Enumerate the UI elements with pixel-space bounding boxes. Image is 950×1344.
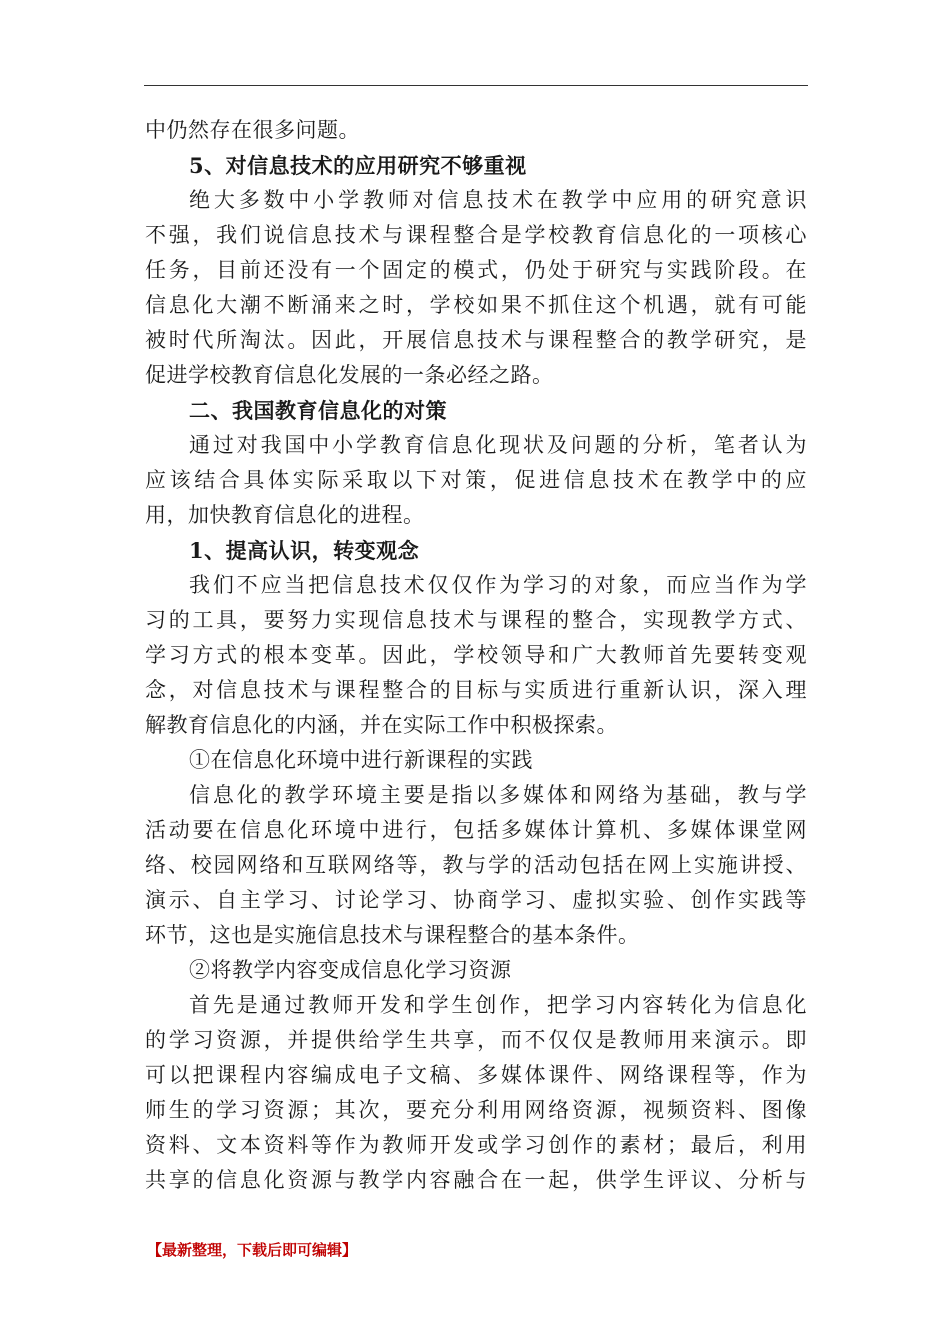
- text-line: 念，对信息技术与课程整合的目标与实质进行重新认识，深入理: [145, 678, 807, 702]
- section-heading: 二、我国教育信息化的对策: [189, 398, 447, 423]
- text-line: 我们不应当把信息技术仅仅作为学习的对象，而应当作为学: [189, 573, 807, 597]
- subsection-heading: ①在信息化环境中进行新课程的实践: [189, 748, 533, 772]
- text-line: 应该结合具体实际采取以下对策，促进信息技术在教学中的应: [145, 468, 807, 492]
- subsection-heading: ②将教学内容变成信息化学习资源: [189, 958, 512, 982]
- header-rule: [144, 85, 808, 86]
- section-heading: 1、提高认识，转变观念: [189, 538, 420, 563]
- section-heading: 5、对信息技术的应用研究不够重视: [189, 153, 527, 178]
- text-line: 共享的信息化资源与教学内容融合在一起，供学生评议、分析与: [145, 1168, 807, 1192]
- text-line: 信息化大潮不断涌来之时，学校如果不抓住这个机遇，就有可能: [145, 293, 807, 317]
- text-line: 首先是通过教师开发和学生创作，把学习内容转化为信息化: [189, 993, 807, 1017]
- footer-note: 【最新整理，下载后即可编辑】: [147, 1241, 358, 1259]
- text-line: 任务，目前还没有一个固定的模式，仍处于研究与实践阶段。在: [145, 258, 807, 282]
- text-line: 资料、文本资料等作为教师开发或学习创作的素材；最后，利用: [145, 1133, 807, 1157]
- text-line: 学习方式的根本变革。因此，学校领导和广大教师首先要转变观: [145, 643, 807, 667]
- text-line: 可以把课程内容编成电子文稿、多媒体课件、网络课程等，作为: [145, 1063, 807, 1087]
- text-line: 促进学校教育信息化发展的一条必经之路。: [145, 363, 554, 387]
- text-line: 用，加快教育信息化的进程。: [145, 503, 425, 527]
- text-line: 不强，我们说信息技术与课程整合是学校教育信息化的一项核心: [145, 223, 807, 247]
- text-line: 活动要在信息化环境中进行，包括多媒体计算机、多媒体课堂网: [145, 818, 807, 842]
- document-body: [145, 113, 807, 1198]
- text-line: 习的工具，要努力实现信息技术与课程的整合，实现教学方式、: [145, 608, 807, 632]
- text-line: 绝大多数中小学教师对信息技术在教学中应用的研究意识: [189, 188, 807, 212]
- text-line: 师生的学习资源；其次，要充分利用网络资源，视频资料、图像: [145, 1098, 807, 1122]
- text-line: 信息化的教学环境主要是指以多媒体和网络为基础，教与学: [189, 783, 807, 807]
- text-line: 被时代所淘汰。因此，开展信息技术与课程整合的教学研究，是: [145, 328, 807, 352]
- text-line: 环节，这也是实施信息技术与课程整合的基本条件。: [145, 923, 640, 947]
- text-line: 解教育信息化的内涵，并在实际工作中积极探索。: [145, 713, 618, 737]
- text-line: 通过对我国中小学教育信息化现状及问题的分析，笔者认为: [189, 433, 807, 457]
- text-line: 的学习资源，并提供给学生共享，而不仅仅是教师用来演示。即: [145, 1028, 807, 1052]
- text-line: 络、校园网络和互联网络等，教与学的活动包括在网上实施讲授、: [145, 853, 807, 877]
- text-line: 中仍然存在很多问题。: [145, 118, 360, 142]
- text-line: 演示、自主学习、讨论学习、协商学习、虚拟实验、创作实践等: [145, 888, 807, 912]
